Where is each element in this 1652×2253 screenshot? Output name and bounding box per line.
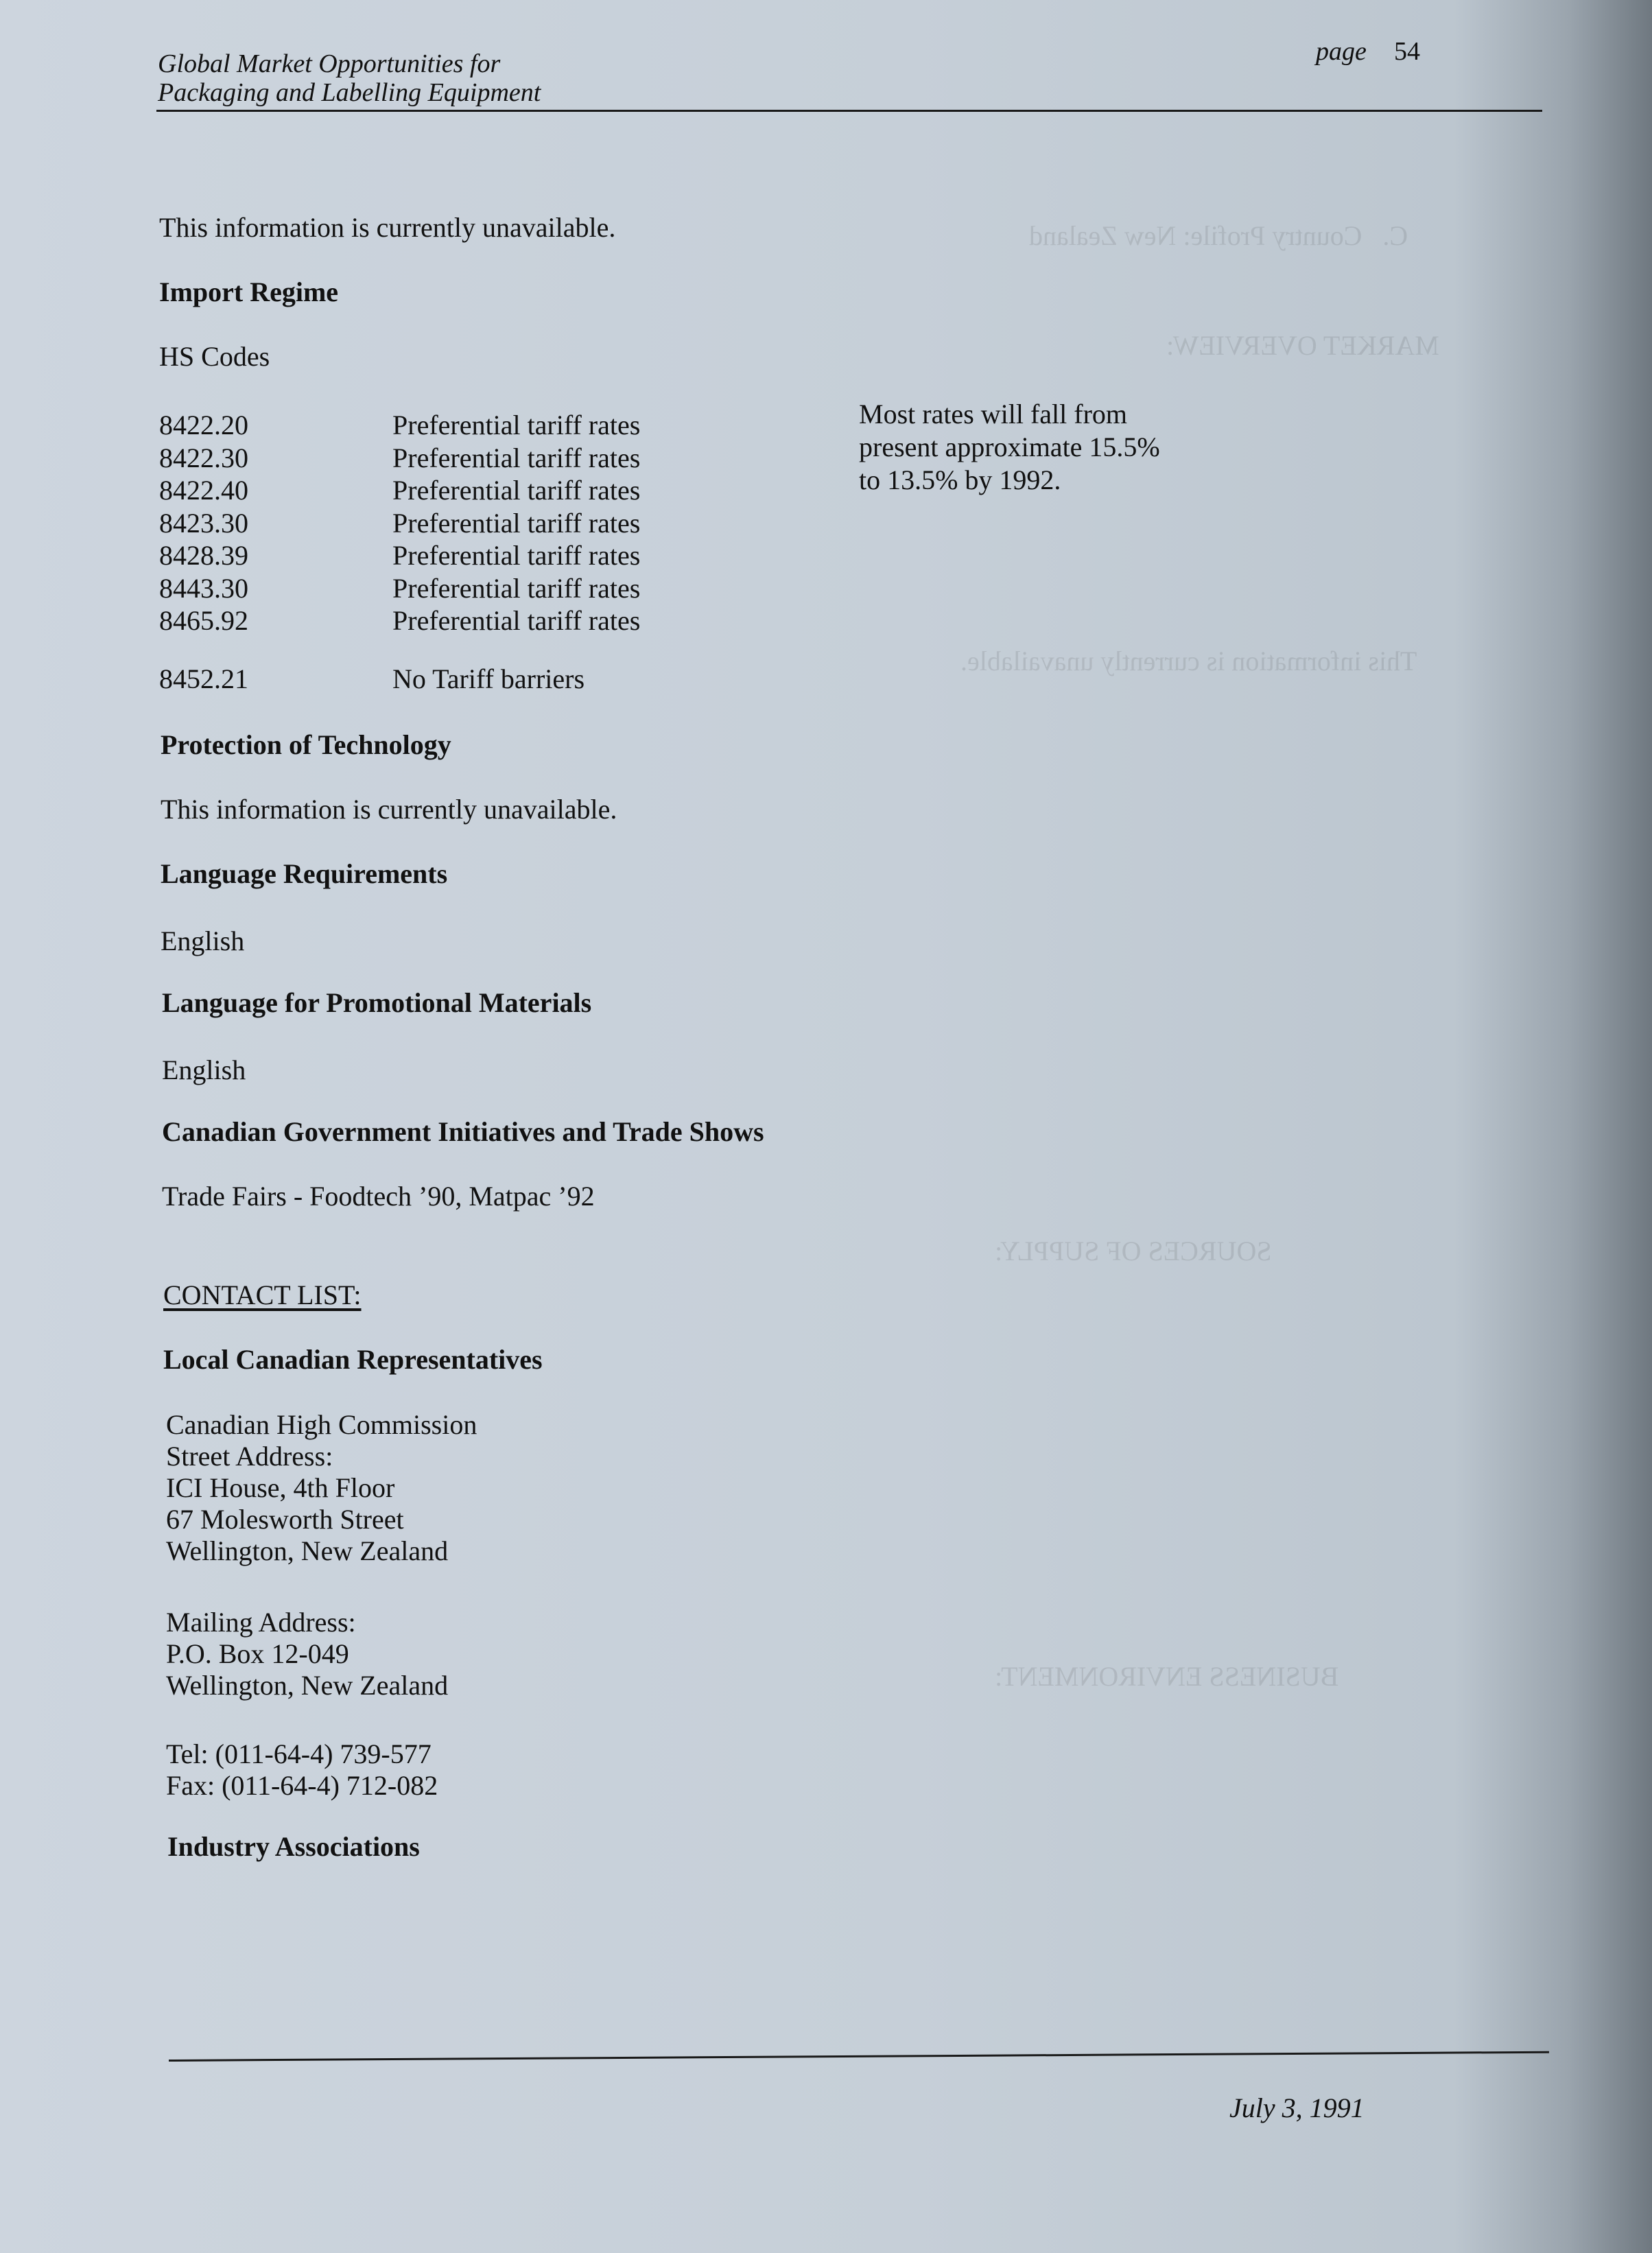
tariff-description: Preferential tariff rates xyxy=(392,442,641,473)
hs-code: 8422.20 xyxy=(159,410,248,440)
government-initiatives-heading: Canadian Government Initiatives and Trade Shows xyxy=(162,1116,764,1147)
hs-code: 8443.30 xyxy=(159,572,248,604)
intro-text: This information is currently unavailable. xyxy=(159,212,616,243)
address-line: Street Address: xyxy=(166,1441,333,1472)
footer-rule xyxy=(169,2051,1549,2062)
hs-code: 8428.39 xyxy=(159,540,248,571)
bleed-through-text: MARKET OVERVIEW: xyxy=(1166,330,1439,361)
hs-code: 8423.30 xyxy=(159,507,248,539)
document-title-line1: Global Market Opportunities for xyxy=(158,49,501,78)
table-row xyxy=(159,572,640,605)
language-promotional-heading: Language for Promotional Materials xyxy=(162,987,592,1018)
tariff-description: Preferential tariff rates xyxy=(392,572,641,604)
address-line: Wellington, New Zealand xyxy=(166,1670,449,1701)
local-reps-heading: Local Canadian Representatives xyxy=(163,1344,543,1375)
footer-date: July 3, 1991 xyxy=(1229,2092,1365,2123)
address-line: P.O. Box 12-049 xyxy=(166,1638,349,1669)
hs-codes-label: HS Codes xyxy=(159,341,270,372)
page-number: 54 xyxy=(1394,37,1420,66)
table-row xyxy=(159,507,640,540)
table-row xyxy=(159,604,640,637)
protection-of-technology-text: This information is currently unavailable. xyxy=(161,794,617,825)
tariff-description: Preferential tariff rates xyxy=(392,605,641,636)
page-label: page xyxy=(1316,37,1367,66)
table-row xyxy=(159,409,640,442)
bleed-through-text: C. Country Profile: New Zealand xyxy=(1029,220,1408,251)
tariff-note-line: to 13.5% by 1992. xyxy=(859,464,1061,495)
table-row xyxy=(159,663,585,696)
street-address-block xyxy=(166,1409,477,1567)
tariff-description: Preferential tariff rates xyxy=(392,540,641,571)
tariff-note-line: Most rates will fall from xyxy=(859,399,1128,429)
address-line: 67 Molesworth Street xyxy=(166,1504,404,1535)
protection-of-technology-heading: Protection of Technology xyxy=(161,729,451,760)
bleed-through-text: This information is currently unavailable. xyxy=(960,646,1417,676)
hs-code: 8452.21 xyxy=(159,663,248,694)
table-row xyxy=(159,539,640,572)
phone-line: Tel: (011-64-4) 739-577 xyxy=(166,1738,432,1769)
industry-associations-heading: Industry Associations xyxy=(167,1831,420,1862)
mailing-address-block xyxy=(166,1607,448,1701)
language-promotional-value: English xyxy=(162,1054,246,1085)
trade-shows-text: Trade Fairs - Foodtech ’90, Matpac ’92 xyxy=(162,1181,595,1212)
tariff-description: Preferential tariff rates xyxy=(392,475,641,506)
hs-code: 8422.30 xyxy=(159,442,248,473)
address-line: Mailing Address: xyxy=(166,1607,356,1638)
tariff-description: Preferential tariff rates xyxy=(392,410,641,440)
document-title-line2: Packaging and Labelling Equipment xyxy=(158,78,541,107)
phone-block xyxy=(166,1738,438,1802)
table-row xyxy=(159,442,640,475)
tariff-description: Preferential tariff rates xyxy=(392,507,641,539)
language-requirements-heading: Language Requirements xyxy=(161,858,448,889)
header-rule xyxy=(156,110,1542,112)
address-line: Wellington, New Zealand xyxy=(166,1535,449,1566)
table-row xyxy=(159,474,640,507)
hs-code-table xyxy=(159,409,640,637)
tariff-note xyxy=(859,398,1160,497)
tariff-description: No Tariff barriers xyxy=(392,663,585,694)
phone-line: Fax: (011-64-4) 712-082 xyxy=(166,1770,438,1801)
tariff-note-line: present approximate 15.5% xyxy=(859,432,1160,462)
hs-code: 8465.92 xyxy=(159,605,248,636)
bleed-through-text: SOURCES OF SUPPLY: xyxy=(995,1236,1272,1266)
import-regime-heading: Import Regime xyxy=(159,276,339,307)
address-line: Canadian High Commission xyxy=(166,1409,477,1440)
address-line: ICI House, 4th Floor xyxy=(166,1472,395,1503)
hs-code: 8422.40 xyxy=(159,475,248,506)
bleed-through-text: BUSINESS ENVIRONMENT: xyxy=(995,1661,1339,1692)
language-requirements-value: English xyxy=(161,925,245,956)
contact-list-heading: CONTACT LIST: xyxy=(163,1279,362,1310)
